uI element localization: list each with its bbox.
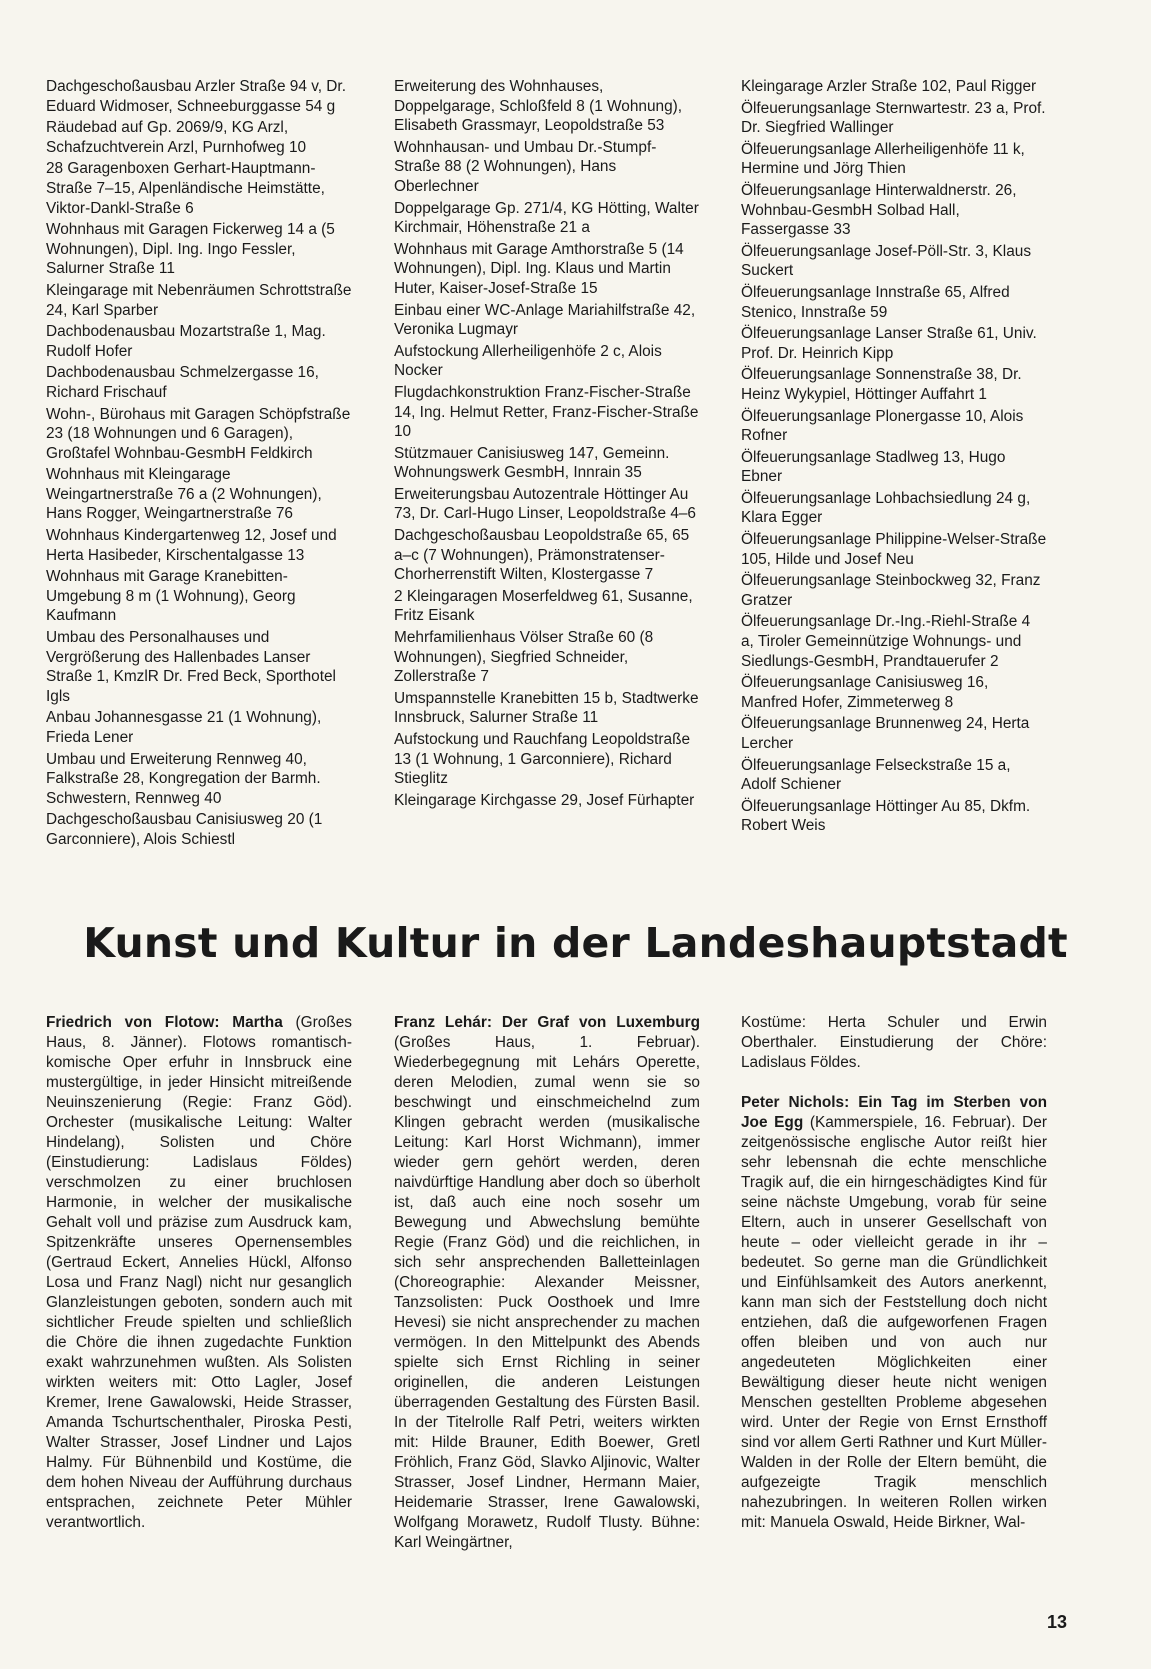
page-number: 13	[1046, 1612, 1067, 1632]
list-item: Dachbodenausbau Schmelzergasse 16, Richard Frischauf	[46, 364, 319, 401]
article-heading: Peter Nichols: Ein Tag im Sterben von Joe Egg	[741, 1094, 1047, 1131]
list-item: Erweiterungsbau Autozentrale Höttinger Au 73, Dr. Carl-Hugo Linser, Leopoldstraße 4–6	[394, 485, 696, 523]
list-item: Ölfeuerungsanlage Plonergasse 10, Alois Rofner	[741, 407, 1024, 445]
article-body: (Großes Haus, 1. Februar). Wiederbegegnung mit Lehárs Operette, deren Melodien, zumal wenn sie so beschwingt und einschmeichelnd zum Klingen gebracht werden (musikalische Leitung: Karl Horst Wichmann), immer wieder gern gehört werden, deren naivdürftige Handlung aber doch so überholt ist, daß auch eine noch sosehr um Bewegung und Abwechslung bemühte Regie (Franz Göd) und die reichlichen, in sich sehr ansprechenden Balletteinlagen (Choreographie: Alexander Meissner, Tanzsolisten: Puck Oosthoek und Imre Hevesi) sie nicht ansprechender zu machen vermögen. In den Mittelpunkt des Abends spielte sich Ernst Richling in seiner originellen, die anderen Leistungen überragenden Gestaltung des Fürsten Basil. In der Titelrolle Ralf Petri, weiters wirkten mit: Hilde Brauner, Edith Boewer, Gretl Fröhlich, Franz Göd, Slavko Aljinovic, Walter Strasser, Josef Lindner, Hermann Maier, Heidemarie Strasser, Irene Gawalowski, Wolfgang Morawetz, Rudolf Tlusty. Bühne: Karl Weingärtner,	[394, 1034, 700, 1551]
list-item: Kleingarage Arzler Straße 102, Paul Rigger	[741, 78, 1037, 95]
article-continuation: Kostüme: Herta Schuler und Erwin Oberthaler. Einstudierung der Chöre: Ladislaus Földes.	[741, 1014, 1047, 1071]
list-item: 2 Kleingaragen Moserfeldweg 61, Susanne, Fritz Eisank	[394, 587, 693, 625]
list-item: Ölfeuerungsanlage Josef-Pöll-Str. 3, Klaus Suckert	[741, 242, 1032, 280]
list-item: Ölfeuerungsanlage Steinbockweg 32, Franz Gratzer	[741, 572, 1041, 609]
permit-list-column-2	[394, 77, 700, 812]
section-title: Kunst und Kultur in der Landeshauptstadt	[83, 919, 1068, 967]
list-item: Ölfeuerungsanlage Felseckstraße 15 a, Adolf Schiener	[741, 756, 1011, 794]
list-item: Dachbodenausbau Mozartstraße 1, Mag. Rudolf Hofer	[46, 323, 326, 360]
list-item: Stützmauer Canisiusweg 147, Gemeinn. Wohnungswerk GesmbH, Innrain 35	[394, 444, 670, 482]
list-item: Doppelgarage Gp. 271/4, KG Hötting, Walter Kirchmair, Höhenstraße 21 a	[394, 199, 699, 237]
list-item: Ölfeuerungsanlage Hinterwaldnerstr. 26, Wohnbau-GesmbH Solbad Hall, Fassergasse 33	[741, 181, 1017, 239]
article-martha	[46, 1013, 352, 1533]
list-item: Umbau des Personalhauses und Vergrößerung des Hallenbades Lanser Straße 1, KmzlR Dr. Fred Beck, Sporthotel Igls	[46, 629, 336, 705]
list-item: Umspannstelle Kranebitten 15 b, Stadtwerke Innsbruck, Salurner Straße 11	[394, 689, 699, 727]
list-item: Ölfeuerungsanlage Höttinger Au 85, Dkfm. Robert Weis	[741, 797, 1031, 835]
list-item: Ölfeuerungsanlage Allerheiligenhöfe 11 k, Hermine und Jörg Thien	[741, 140, 1025, 178]
list-item: Anbau Johannesgasse 21 (1 Wohnung), Frieda Lener	[46, 709, 322, 746]
list-item: Mehrfamilienhaus Völser Straße 60 (8 Wohnungen), Siegfried Schneider, Zollerstraße 7	[394, 629, 654, 686]
article-joe-egg	[741, 1093, 1047, 1533]
list-item: Ölfeuerungsanlage Sonnenstraße 38, Dr. Heinz Wykypiel, Höttinger Auffahrt 1	[741, 366, 1022, 403]
list-item: Wohnhaus mit Garage Amthorstraße 5 (14 Wohnungen), Dipl. Ing. Klaus und Martin Huter, Kaiser-Josef-Straße 15	[394, 240, 684, 297]
article-body: (Kammerspiele, 16. Februar). Der zeitgenössische englische Autor reißt hier sehr lebensnah die echte menschliche Tragik auf, die ein hirngeschädigtes Kind für seine nächste Umgebung, vorab für seine Eltern, auch in unserer Gesellschaft von heute – oder vielleicht gerade in ihr – bedeutet. So gerne man die Gründlichkeit und Einfühlsamkeit des Autors anerkennt, kann man sich der Feststellung doch nicht entziehen, daß die aufgeworfenen Fragen offen bleiben und von auch nur angedeuteten Möglichkeiten einer Bewältigung dieser heute nicht wenigen Menschen gestellten Probleme abgesehen wird. Unter der Regie von Ernst Ernsthoff sind vor allem Gerti Rathner und Kurt Müller-Walden in der Rolle der Eltern bemüht, die aufgezeigte Tragik menschlich nahezubringen. In weiteren Rollen wirken mit: Manuela Oswald, Heide Birkner, Wal-	[741, 1114, 1047, 1531]
article-body: (Großes Haus, 8. Jänner). Flotows romantisch-komische Oper erfuhr in Innsbruck eine mustergültige, in jeder Hinsicht mitreißende Neuinszenierung (Regie: Franz Göd). Orchester (musikalische Leitung: Walter Hindelang), Solisten und Chöre (Einstudierung: Ladislaus Földes) verschmolzen zu einer bruchlosen Harmonie, in welcher der musikalische Gehalt voll und präzise zum Ausdruck kam, Spitzenkräfte unseres Opernensembles (Gertraud Eckert, Annelies Hückl, Alfonso Losa und Franz Nagl) nicht nur gesanglich Glanzleistungen geboten, sondern auch mit sichtlicher Freude spielten und schließlich die Chöre die ihnen zugedachte Funktion exakt wahrzunehmen wußten. Als Solisten wirkten weiters mit: Otto Lagler, Josef Kremer, Irene Gawalowski, Heide Strasser, Amanda Tschurtschenthaler, Piroska Pesti, Walter Strasser, Josef Lindner und Lajos Halmy. Für Bühnenbild und Kostüme, die dem hohen Niveau der Aufführung durchaus entsprachen, zeichnete Peter Mühler verantwortlich.	[46, 1014, 352, 1531]
list-item: Ölfeuerungsanlage Sternwartestr. 23 a, Prof. Dr. Siegfried Wallinger	[741, 99, 1046, 137]
list-item: Ölfeuerungsanlage Dr.-Ing.-Riehl-Straße 4 a, Tiroler Gemeinnützige Wohnungs- und Siedlungs-GesmbH, Prandtauerufer 2	[741, 613, 1031, 670]
list-item: Wohnhaus Kindergartenweg 12, Josef und Herta Hasibeder, Kirschentalgasse 13	[46, 527, 337, 564]
list-item: Dachgeschoßausbau Leopoldstraße 65, 65 a–c (7 Wohnungen), Prämonstratenser-Chorherrenstift Wilten, Klostergasse 7	[394, 527, 690, 584]
list-item: Dachgeschoßausbau Canisiusweg 20 (1 Garconniere), Alois Schiestl	[46, 811, 323, 848]
list-item: Umbau und Erweiterung Rennweg 40, Falkstraße 28, Kongregation der Barmh. Schwestern, Rennweg 40	[46, 750, 321, 807]
list-item: Ölfeuerungsanlage Innstraße 65, Alfred Stenico, Innstraße 59	[741, 283, 1010, 321]
list-item: Kleingarage mit Nebenräumen Schrottstraße 24, Karl Sparber	[46, 281, 352, 319]
list-item: Räudebad auf Gp. 2069/9, KG Arzl, Schafzuchtverein Arzl, Purnhofweg 10	[46, 119, 307, 156]
list-item: Wohnhaus mit Garage Kranebitten-Umgebung 8 m (1 Wohnung), Georg Kaufmann	[46, 568, 296, 625]
list-item: Aufstockung und Rauchfang Leopoldstraße 13 (1 Wohnung, 1 Garconniere), Richard Stieglitz	[394, 731, 691, 788]
list-item: Einbau einer WC-Anlage Mariahilfstraße 42, Veronika Lugmayr	[394, 301, 696, 339]
list-item: Ölfeuerungsanlage Philippine-Welser-Straße 105, Hilde und Josef Neu	[741, 531, 1047, 568]
list-item: Ölfeuerungsanlage Lohbachsiedlung 24 g, Klara Egger	[741, 489, 1031, 527]
permit-list-column-3	[741, 77, 1047, 838]
permit-list-column-1	[46, 77, 352, 852]
list-item: Ölfeuerungsanlage Brunnenweg 24, Herta Lercher	[741, 715, 1030, 752]
article-heading: Franz Lehár: Der Graf von Luxemburg	[394, 1014, 700, 1031]
article-column-1	[46, 1013, 352, 1553]
list-item: 28 Garagenboxen Gerhart-Hauptmann-Straße 7–15, Alpenländische Heimstätte, Viktor-Dankl-Straße 6	[46, 160, 325, 217]
article-heading: Friedrich von Flotow: Martha	[46, 1014, 283, 1031]
list-item: Dachgeschoßausbau Arzler Straße 94 v, Dr. Eduard Widmoser, Schneeburggasse 54 g	[46, 78, 346, 115]
list-item: Erweiterung des Wohnhauses, Doppelgarage, Schloßfeld 8 (1 Wohnung), Elisabeth Grassmayr, Leopoldstraße 53	[394, 78, 683, 135]
list-item: Ölfeuerungsanlage Canisiusweg 16, Manfred Hofer, Zimmeterweg 8	[741, 674, 989, 711]
list-item: Ölfeuerungsanlage Lanser Straße 61, Univ. Prof. Dr. Heinrich Kipp	[741, 325, 1037, 362]
article-column-3	[741, 1013, 1047, 1553]
list-item: Kleingarage Kirchgasse 29, Josef Fürhapter	[394, 791, 695, 809]
list-item: Wohnhausan- und Umbau Dr.-Stumpf-Straße 88 (2 Wohnungen), Hans Oberlechner	[394, 138, 657, 195]
list-item: Ölfeuerungsanlage Stadlweg 13, Hugo Ebner	[741, 448, 1006, 486]
article-column-2	[394, 1013, 700, 1573]
list-item: Wohn-, Bürohaus mit Garagen Schöpfstraße 23 (18 Wohnungen und 6 Garagen), Großtafel Wohnbau-GesmbH Feldkirch	[46, 405, 351, 462]
list-item: Aufstockung Allerheiligenhöfe 2 c, Alois Nocker	[394, 342, 662, 380]
list-item: Flugdachkonstruktion Franz-Fischer-Straße 14, Ing. Helmut Retter, Franz-Fischer-Straße 10	[394, 383, 699, 441]
list-item: Wohnhaus mit Garagen Fickerweg 14 a (5 Wohnungen), Dipl. Ing. Ingo Fessler, Salurner Straße 11	[46, 221, 335, 278]
list-item: Wohnhaus mit Kleingarage Weingartnerstraße 76 a (2 Wohnungen), Hans Rogger, Weingartnerstraße 76	[46, 466, 322, 523]
article-graf-von-luxemburg	[394, 1013, 700, 1553]
